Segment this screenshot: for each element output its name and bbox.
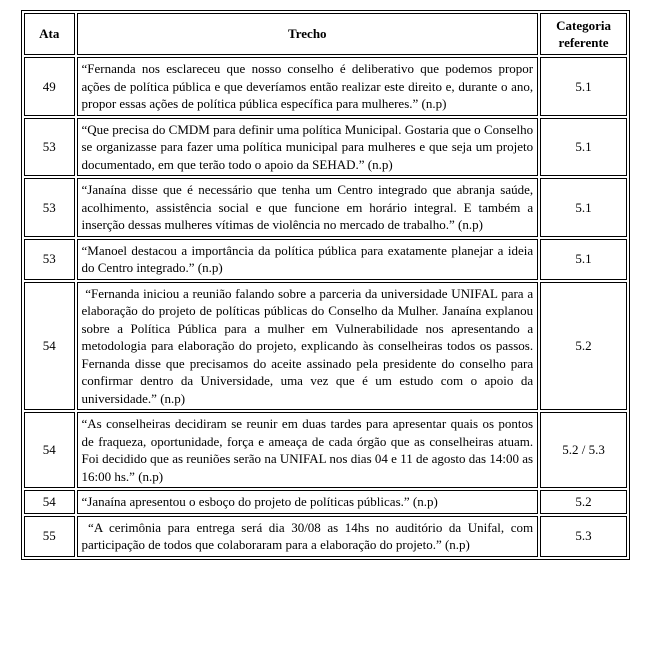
ata-number: 54 bbox=[24, 412, 75, 488]
table-row bbox=[24, 239, 627, 280]
categoria-value: 5.2 / 5.3 bbox=[540, 412, 627, 488]
trecho-text: “Janaína disse que é necessário que tenha um Centro integrado que abranja saúde, acolhimento, assistência social e que funcione em horário integral. E também a inserção dessas mulheres vítimas de violência no mercado de trabalho.” (n.p) bbox=[77, 178, 539, 237]
categoria-value: 5.1 bbox=[540, 118, 627, 177]
table-row bbox=[24, 57, 627, 116]
ata-excerpt-table bbox=[21, 10, 630, 560]
table-header-row bbox=[24, 13, 627, 55]
table-row bbox=[24, 490, 627, 514]
categoria-value: 5.3 bbox=[540, 516, 627, 557]
ata-number: 54 bbox=[24, 282, 75, 411]
categoria-value: 5.1 bbox=[540, 57, 627, 116]
column-header-ata: Ata bbox=[24, 13, 75, 55]
categoria-value: 5.1 bbox=[540, 178, 627, 237]
trecho-text: “Fernanda nos esclareceu que nosso conselho é deliberativo que podemos propor ações de política pública e que deveríamos então realizar este direito e, durante o ano, propor essas ações de política pública específica para mulheres.” (n.p) bbox=[77, 57, 539, 116]
table-row bbox=[24, 516, 627, 557]
table-row bbox=[24, 412, 627, 488]
column-header-trecho: Trecho bbox=[77, 13, 539, 55]
ata-number: 53 bbox=[24, 118, 75, 177]
ata-number: 53 bbox=[24, 239, 75, 280]
trecho-text: “Manoel destacou a importância da política pública para exatamente planejar a ideia do Centro integrado.” (n.p) bbox=[77, 239, 539, 280]
ata-number: 55 bbox=[24, 516, 75, 557]
ata-number: 54 bbox=[24, 490, 75, 514]
categoria-value: 5.2 bbox=[540, 490, 627, 514]
trecho-text: “Janaína apresentou o esboço do projeto de políticas públicas.” (n.p) bbox=[77, 490, 539, 514]
trecho-text: “A cerimônia para entrega será dia 30/08 as 14hs no auditório da Unifal, com participação de todos que colaboraram para a elaboração do projeto.” (n.p) bbox=[77, 516, 539, 557]
column-header-categoria: Categoria referente bbox=[540, 13, 627, 55]
trecho-text: “Que precisa do CMDM para definir uma política Municipal. Gostaria que o Conselho se organizasse para fazer uma política municipal para mulheres e que seja um projeto documentado, em que terão todo o apoio da SEHAD.” (n.p) bbox=[77, 118, 539, 177]
table-row bbox=[24, 178, 627, 237]
trecho-text: “Fernanda iniciou a reunião falando sobre a parceria da universidade UNIFAL para a elaboração do projeto de políticas públicas do Conselho da Mulher. Janaína explanou sobre a Política Pública para a mulher em Vulnerabilidade nos apresentando a metodologia para elaboração do projeto, explicando às conselheiras todos os passos. Fernanda disse que precisamos do aceite assinado pela presidente do conselho para confirmar dentro da Universidade, uma vez que é um estudo com o apoio da universidade.” (n.p) bbox=[77, 282, 539, 411]
categoria-value: 5.1 bbox=[540, 239, 627, 280]
ata-number: 49 bbox=[24, 57, 75, 116]
trecho-text: “As conselheiras decidiram se reunir em duas tardes para apresentar quais os pontos de fraqueza, oportunidade, força e ameaça de cada órgão que as conselheiras atuam. Foi decidido que as reuniões serão na UNIFAL nos dias 04 e 11 de agosto das 14:00 as 16:00 hs.” (n.p) bbox=[77, 412, 539, 488]
categoria-value: 5.2 bbox=[540, 282, 627, 411]
table-row bbox=[24, 282, 627, 411]
table-row bbox=[24, 118, 627, 177]
ata-number: 53 bbox=[24, 178, 75, 237]
